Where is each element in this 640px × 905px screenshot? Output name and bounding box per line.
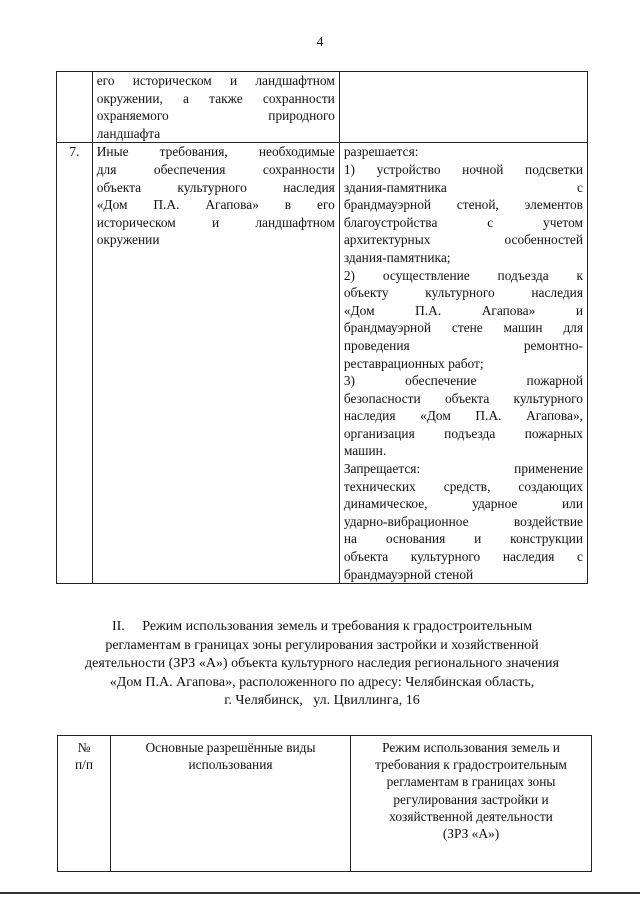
text-line: объекта культурного наследия с	[343, 549, 583, 565]
row-number-cell	[57, 72, 93, 143]
header-line: №	[77, 740, 91, 755]
header-line: регулирования застройки и	[393, 791, 549, 807]
text-line: брандмауэрной стеной, элементов	[343, 197, 583, 213]
text-line: 2) осуществление подъезда к	[343, 267, 583, 283]
text-line: машин.	[343, 443, 387, 459]
header-line: п/п	[74, 757, 94, 773]
text-line: брандмауэрной стене машин для	[343, 320, 583, 336]
regime-cell	[339, 143, 587, 584]
header-regime	[351, 736, 592, 872]
text-line: здания-памятника;	[343, 249, 451, 265]
text-line: наследия «Дом П.А. Агапова»,	[343, 408, 583, 424]
text-line: окружении	[96, 232, 160, 248]
requirement-cell	[92, 72, 339, 143]
header-line: (ЗРЗ «А»)	[442, 826, 500, 842]
text-line: динамическое, ударное или	[343, 496, 583, 512]
text-line: здания-памятника с	[343, 179, 583, 195]
header-line: регламентам в границах зоны	[386, 774, 556, 790]
page-number: 4	[316, 35, 324, 50]
heading-line: «Дом П.А. Агапова», расположенного по адресу: Челябинская область,	[109, 674, 535, 690]
text-line: брандмауэрной стеной	[343, 566, 474, 582]
table-row	[57, 72, 588, 143]
requirements-table	[56, 71, 588, 584]
page-bottom-rule	[0, 892, 640, 894]
header-line: требования к градостроительным	[375, 757, 567, 773]
text-line: для обеспечения сохранности	[96, 161, 335, 177]
text-line: ландшафта	[96, 125, 161, 141]
text-line: благоустройства с учетом	[343, 214, 583, 230]
table-row	[57, 143, 588, 584]
text-line: «Дом П.А. Агапова» в его	[96, 197, 335, 213]
regime-cell	[339, 72, 587, 143]
header-line: Режим использования земель и	[382, 740, 560, 755]
text-line: 3) обеспечение пожарной	[343, 373, 583, 389]
text-line: 1) устройство ночной подсветки	[343, 161, 583, 177]
requirement-cell	[92, 143, 339, 584]
row-number-cell: 7.	[57, 143, 93, 584]
text-line: разрешается:	[343, 144, 419, 160]
table-header-row	[58, 736, 592, 872]
header-uses	[111, 736, 351, 872]
text-line: безопасности объекта культурного	[343, 390, 583, 406]
header-line: использования	[188, 757, 273, 773]
text-line: реставрационных работ;	[343, 355, 484, 371]
text-line: окружении, а также сохранности	[96, 90, 335, 106]
heading-line: регламентам в границах зоны регулирования застройки и хозяйственной	[105, 637, 539, 653]
text-line: организация подъезда пожарных	[343, 425, 583, 441]
text-line: объекта культурного наследия	[96, 179, 335, 195]
text-line: технических средств, создающих	[343, 478, 583, 494]
zone-regime-table	[57, 735, 592, 872]
text-line: Иные требования, необходимые	[96, 144, 335, 160]
text-line: проведения ремонтно-	[343, 337, 583, 353]
heading-line: деятельности (ЗРЗ «А») объекта культурного наследия регионального значения	[85, 656, 559, 671]
text-line: архитектурных особенностей	[343, 232, 583, 248]
header-line: хозяйственной деятельности	[389, 808, 553, 824]
heading-line: г. Челябинск, ул. Цвиллинга, 16	[224, 693, 420, 708]
text-line: Запрещается: применение	[343, 461, 583, 477]
text-line: «Дом П.А. Агапова» и	[343, 302, 583, 318]
text-line: ударно-вибрационное воздействие	[343, 513, 583, 529]
text-line: охраняемого природного	[96, 108, 335, 124]
heading-line: II. Режим использования земель и требования к градостроительным	[111, 619, 533, 634]
header-number	[58, 736, 111, 872]
text-line: историческом и ландшафтном	[96, 214, 335, 230]
text-line: на основания и конструкции	[343, 531, 583, 547]
text-line: его историческом и ландшафтном	[96, 73, 335, 88]
text-line: объекту культурного наследия	[343, 285, 583, 301]
section-heading	[56, 618, 588, 711]
header-line: Основные разрешённые виды	[145, 740, 316, 755]
